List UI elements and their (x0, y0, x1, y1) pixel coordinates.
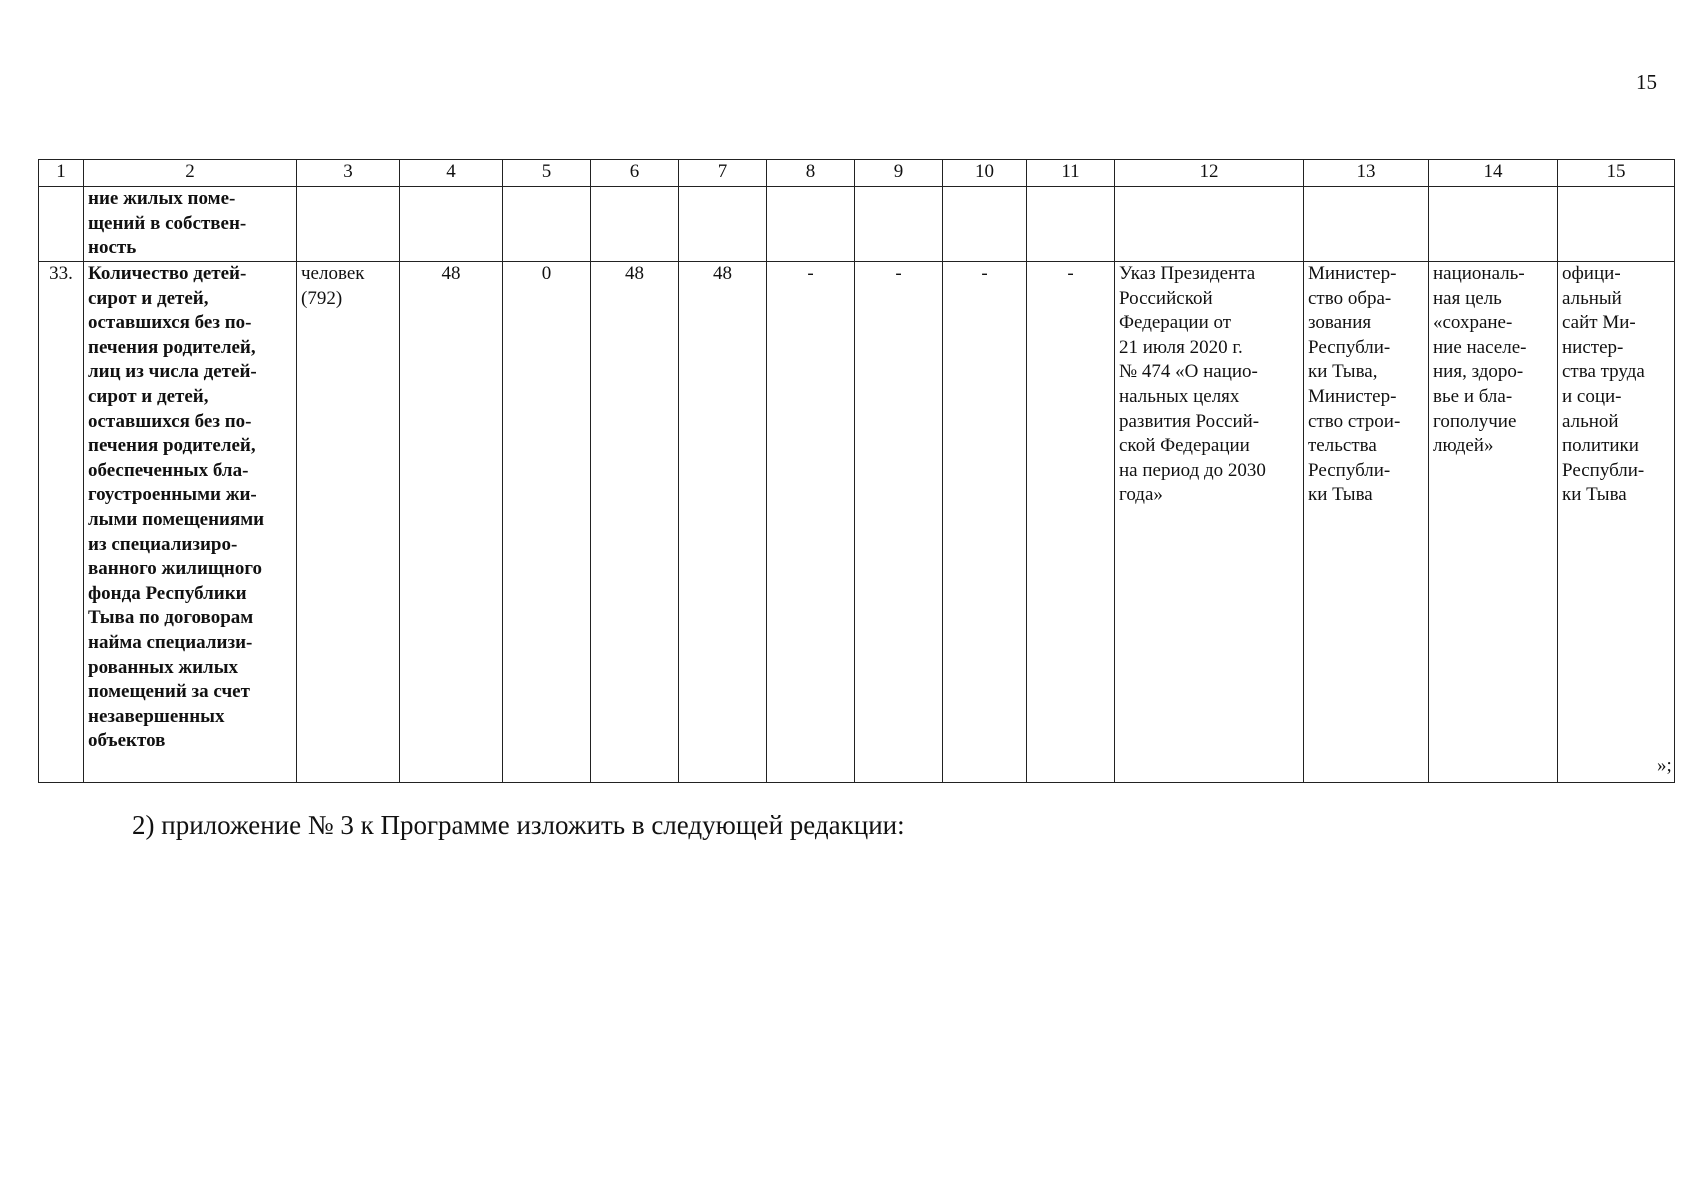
basis-document-cell: Указ Президента Российской Федерации от 21 июля 2020 г. № 474 «О нацио- нальных целях развития Россий- ской Федерации на период до 2030 года» (1115, 262, 1304, 783)
value-cell: - (1027, 262, 1115, 783)
table-cell (1115, 187, 1304, 262)
table-header-row (39, 160, 1675, 187)
value-cell: 0 (503, 262, 591, 783)
table-row-33 (39, 262, 1675, 783)
column-header: 1 (39, 160, 84, 187)
table-cell (1027, 187, 1115, 262)
table-cell (503, 187, 591, 262)
table-cell (767, 187, 855, 262)
value-cell: 48 (400, 262, 503, 783)
column-header: 5 (503, 160, 591, 187)
column-header: 13 (1304, 160, 1429, 187)
table-cell (591, 187, 679, 262)
source-cell: офици- альный сайт Ми- нистер- ства труда и соци- альной политики Республи- ки Тыва (1558, 262, 1675, 783)
unit-cell: человек (792) (297, 262, 400, 783)
column-header: 7 (679, 160, 767, 187)
value-cell: 48 (679, 262, 767, 783)
table-cell (297, 187, 400, 262)
column-header: 6 (591, 160, 679, 187)
column-header: 11 (1027, 160, 1115, 187)
table-cell (855, 187, 943, 262)
page-number: 15 (1636, 70, 1657, 94)
column-header: 3 (297, 160, 400, 187)
value-cell: - (943, 262, 1027, 783)
indicators-table (38, 159, 1675, 783)
national-goal-cell: националь- ная цель «сохране- ние населе- ния, здоро- вье и бла- гополучие людей» (1429, 262, 1558, 783)
column-header: 15 (1558, 160, 1675, 187)
table-cell (1558, 187, 1675, 262)
instruction-paragraph: 2) приложение № 3 к Программе изложить в следующей редакции: (132, 810, 905, 840)
column-header: 4 (400, 160, 503, 187)
row-number-cell: 33. (39, 262, 84, 783)
column-header: 12 (1115, 160, 1304, 187)
closing-quote-mark: »; (1657, 755, 1672, 776)
column-header: 9 (855, 160, 943, 187)
value-cell: - (855, 262, 943, 783)
value-cell: - (767, 262, 855, 783)
table-cell (400, 187, 503, 262)
table-cell (1304, 187, 1429, 262)
column-header: 10 (943, 160, 1027, 187)
table-cell (943, 187, 1027, 262)
column-header: 8 (767, 160, 855, 187)
responsible-cell: Министер- ство обра- зования Республи- ки Тыва, Министер- ство строи- тельства Республи- ки Тыва (1304, 262, 1429, 783)
table-cell (39, 187, 84, 262)
table-row-continuation (39, 187, 1675, 262)
indicator-name-cell: Количество детей- сирот и детей, оставшихся без по- печения родителей, лиц из числа детей- сирот и детей, оставшихся без по- печения родителей, обеспеченных бла- гоустроенными жи- лыми помещениями из специализиро- ванного жилищного фонда Республики Тыва по договорам найма специализи- рованных жилых помещений за счет незавершенных объектов (84, 262, 297, 783)
column-header: 2 (84, 160, 297, 187)
table-cell (1429, 187, 1558, 262)
table-cell (679, 187, 767, 262)
value-cell: 48 (591, 262, 679, 783)
indicator-name-cell: ние жилых поме- щений в собствен- ность (84, 187, 297, 262)
column-header: 14 (1429, 160, 1558, 187)
